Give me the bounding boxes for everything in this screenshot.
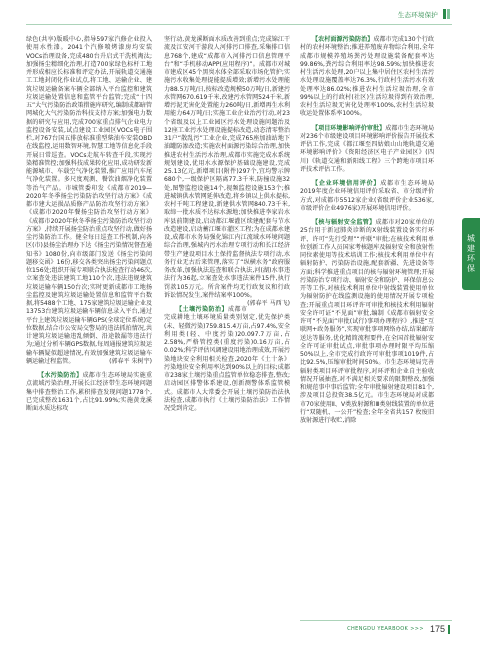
header-accent-bar (443, 9, 446, 19)
section-title-radiation: 【核与辐射安全监管】 (312, 219, 376, 226)
header-accent-bar-light (447, 9, 450, 19)
paragraph-text: 绿色(共享)版暖中心,指导597家汽修企业投入使用水性漆。2041个汽修喷烤漆房均安装VOCs治理设备,完成480台升启式干洗机淘汰;加强扬尘精细化治理,打造700家绿色标杆工地并形成相应长标准和评定办法,开展轨道交通施工工地封闭化作业试点,将工地、运输企业、建筑垃圾运输备案车辆全部纳入平台监控和建筑垃圾运输处置信息和监管平台监管;完成“十四五”大气污染防治政策措施库研究,编制成都暗管网城化大气污染防治科技支持方案;加强电力数据的研究与应用,完成700家重点排气企业电力监控设备安装,试点建设工业园区VOCs电子围栏,对767台国五排放标准重型柴油车安装OBD在线监控,运用数智环境,智慧工地等信息化手段开展日常巡查。VOCs走航车转查千段,实现污染精准管控;加强科技成果转化应用,成功研发新能源城市、车载空气净化装置,推广应用汽车尾气净化装置。多尺度观测、餐饮油烟净化装置等治气产品。市城管委印发《成都市2019—2020年冬季扬尘污染防治攻坚行动方案》《成都市建大运损品质修产品防治攻坚行动方案》《成都市2020年餐扬尘防治攻坚行动方案》《成都市2020年秋冬季扬尘污染防治攻坚行动方案》,持续开展扬尘防治重点攻坚行动,做好扬尘污染防治工作。健全每日巡查工作机制,向各区(市)县扬尘治理办下达《扬尘污染情况督查通知书》1080份,向市级部门发送《扬尘污染问题移交函》16份,移交各类突出扬尘污染问题点位156处;组织开展专项联合执法检查行动46次,立案查处违法建筑工地110个次,违法违规建筑垃圾运输车辆150台次;实时更新成都市工地扬尘监控及建筑垃圾运输处置信息和监管平台数据,将5488个工地、175家建筑垃圾运输企业及13753台建筑垃圾运输车辆信息录入平台,通过平台上建筑垃圾运输车辆GPS(全球定位系统)定位数据,结合市公安局交警局的违法抓拍情况,共计建筑垃圾运输违乱倾倒、沿途散漏等违法行为;通过分析车辆GPS数据,每周通报建筑垃圾运输车辆疑似超速情况,有效加强建筑垃圾运输车辆运输过程监管。 (26, 36, 152, 365)
yearbook-label: CHENGDU YEARBOOK >>> (347, 626, 424, 632)
paragraph (300, 125, 434, 175)
page-number: 175 (429, 624, 445, 634)
section-title-water: 【水污染防治】 (38, 372, 83, 379)
section-title-credit: 【企业环境信用评价】 (312, 180, 381, 187)
section-title-soil: 【土壤污染防治】 (176, 306, 229, 313)
author-signature: (郭春平 马西飞) (247, 300, 290, 307)
paragraph (26, 36, 152, 366)
running-footer (347, 624, 450, 634)
footer-rule (300, 620, 452, 621)
text-column-3 (300, 36, 434, 425)
paragraph (300, 36, 434, 119)
paragraph (164, 36, 290, 307)
chapter-side-tab: 城建环保 (462, 218, 480, 290)
paragraph-text: 成都市完成耕地土壤环境质量类别划定,优先保护类(未、轻微污染)759.815.4万亩,占97.4%,安全利用类(轻、中度污染)20.097.7万亩,占2.58%,严格管控类(重度污染)0.16万亩,占0.02%;科学评估风调建设用地治理成效,开展污染地块安全利用相关检查,2020年《土十条》污染地块安全利用率达到90%以上的目标;成都市238家土壤污染重点监管单位稳态排查,整改;启动园区排警体系建设,创新测警体系监管模式。成都市人大常委会开展土壤污染防治法执法检查,成都市执行《土壤污染防治法》工作情况受到肯定。 (164, 306, 290, 412)
paragraph (164, 306, 290, 413)
paragraph-text: 成都市完成130个行政村的农村环境整治;推进养殖废弃物综合利用,全年成都市规模养殖场粪污处理设施装备配套率达99.86%,粪污综合利用率达98.59%;加快推进农村生活污水处理,20户以上集中居住区农村生活污水处理设施覆盖率达76.3%,行政村生活污水有效处理率达86.02%;推进农村生活垃圾治理,全市99%以上的行政村(社区)生活垃圾得到有效治理,农村生活垃圾无害化处理率100%,农村生活垃圾收运处置体系率100%。 (300, 36, 435, 118)
paragraph-text: 成都市生态环境局对236个市级建设项目环境影响评价报告开展技术评估工作,完成《都江堰至四姑娘山山地轨道交通环境影响评价》《资阳经济区电子产业园区》(四川)《轨道交通和新阳线工程》三个跨地市项目环评技术评估工作。 (300, 124, 435, 173)
paragraph-text: 成都市生态环境局实施重点流域污染治理,开展长江经济带生态环境问题集中排查整治工作,累积排查发现问题1778个,已完成整改1631个,占比91.99%;实施黄龙溪断面水质达标攻 (26, 372, 153, 412)
paragraph-text: 成都市生态环境局2019年度企业环境信用评价采取省、市分级评价方式,对成都市5512家企业(省级评价企业536家,市级评价企业4976家)开展环境信用评价。 (300, 180, 435, 212)
paragraph (300, 180, 434, 213)
section-title-rural: 【农村面源污染防治】 (312, 36, 374, 43)
footer-accent-bar (448, 625, 450, 634)
running-header (398, 8, 450, 20)
paragraph (300, 219, 434, 425)
section-header-title: 生态环境保护 (397, 10, 438, 19)
section-title-eia: 【项目环境影响评价审批】 (312, 124, 386, 132)
header-rule (26, 24, 452, 25)
paragraph (26, 372, 152, 413)
text-column-1 (26, 36, 152, 413)
paragraph-text: 坚行动,黄龙溪断面水质改善到重点;完成锦江干流及江安河干游段人河排污口排查,采集排口信息768个,建成“成都市入河排污口信息管理平台”和“手机移动APP(应用程序)”。成都市对城市建成区45个黑臭水体全部采取市场化管护;实施污水收集处理提能提质增效;新增污水处理能力88.5万吨/日,按标改造规模50万吨/日,新建污水管网670.619千米,改建污水管网524千米,新增污泥无害化处置能力260吨/日,新增再生水利用能力64万吨/日;实施工业企业治污行动,对23个省级及以上工业园区污水处理设施问题治及12座工业污水处理设施提标改造,动态清零整治31户“散乱污”工业企业,完成765座加油站地下油罐防渗改造;实施农村面源污染综合治理,加快推进农村生活污水治理,成都市实施完成水系统规划建设,优用水水源保护基础设施建设,完成25.13亿元,新增项目(附件)297个,宜均警示牌680个,一级保护区隔离77.3千米,防撞设施32处,图警监控设施14个,视频监控设施153个;推进城镇供水管网延伸改造,将乡镇以上供水提标,农村千吨工程建设,新建供水管网840.73千米,取缔一批水质不达标水源地;加快推进李家岩水库县前期建设,启动都江堰灌区续建配套与节水改造建设,启动蓄江堰市灌区工程;为在成都永建设,成都市水务局强化锦江内江流域水环境问题综合治理,强城内污水治理专项行动和长江经济带生产建设项目水土保持监督执法专项行动,水务行业无古后来管理,落实了“纵横水务”政府服务改革,加强执法巡查和联合执法,河(湖)水事违法行为36起,立案查处水事违法案件15件,执行罚款105万元。所含案件均无行政复议和行政诉讼情况发生,案件结案率100%。 (164, 36, 290, 299)
text-column-2 (164, 36, 290, 413)
author-signature: (郭春平 朱树宇) (109, 357, 152, 365)
paragraph-text: 成都市对20家单位的25台用于新冠肺炎诊断的X射线装置设备实行环评、许可“先行受理”“并联”审批;在核技术利用单位创新工作人员国家考核题库及辐射安全和放射性同位素使用等技术培训工作;核技术利用单位中有辐射防护、污染防治设施,配套新疆、先进设备等方面;科学推进重点项目的核与辐射环境管理;开展污染防治专项行动、辐射安全和防护、环保信息公开等工作,对核技术利用单位中射线装置使用单位为辐射防护在线监测设施的使用情况开展专项检查;开展重点项目环评许可审批和核技术利用辐射安全许可证“不见面”审批,编制《成都市辐射安全许可“不见面”审批(试行)事项办理程序》,推进“互联网+政务服务”,实现审批事项网络办结,结果邮寄送达等服务,优化精简流程要件,在全国首批辐射安全许可证审批试点,审批事项办理时限平均压缩50%以上,全市完成行政许可审批事项1019件,占比92.5%,压缩审批时间50%。市生态环境局完善辐射类项目环评审批程序,对环评和企业自主验收情况开展抽查,对不满足相关要求的限期整改,加强和规范事中事后监管;全年审批辐射建设项目81个,涉及项目总投资38.5亿元。市生态环境局对成都市70家使用Ⅱ、Ⅴ类放射源和Ⅲ类射线装置的单位进行“双随机、一公开”检查;全年全省共157 枚废旧放射源进行收贮,消除 (300, 219, 434, 424)
